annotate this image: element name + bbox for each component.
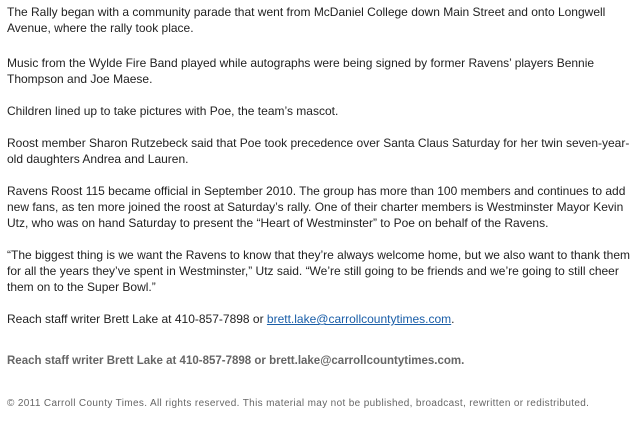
writer-email-link[interactable]: brett.lake@carrollcountytimes.com: [266, 312, 452, 326]
article-paragraph-5: Ravens Roost 115 became official in September 2010. The group has more than 100 members and continues to add new fans, as ten more joined the roost at Saturday’s rally. One of their charter members is Westminster Mayor Kevin Utz, who was on hand Saturday to present the “Heart of Westminster” to Poe on behalf of the Ravens.: [7, 184, 626, 230]
reach-writer-period: .: [451, 312, 455, 326]
article-paragraph-4: Roost member Sharon Rutzebeck said that Poe took precedence over Santa Claus Saturday for her twin seven-year-old daughters Andrea and Lauren.: [7, 136, 630, 166]
article-paragraph-2: Music from the Wylde Fire Band played while autographs were being signed by former Ravens’ players Bennie Thompson and Joe Maese.: [7, 56, 595, 86]
reach-writer-line: [7, 311, 631, 327]
copyright-notice: © 2011 Carroll County Times. All rights reserved. This material may not be published, broadcast, rewritten or redistributed.: [7, 398, 590, 409]
article-paragraph-1: The Rally began with a community parade that went from McDaniel College down Main Street and onto Longwell Avenue, where the rally took place.: [7, 5, 606, 35]
article-paragraph-6: “The biggest thing is we want the Ravens to know that they’re always welcome home, but we also want to thank them for all the years they’ve spent in Westminster,” Utz said. “We’re still going to be friends and we’re going to still cheer them on to the Super Bowl.”: [7, 248, 630, 294]
footer-byline: Reach staff writer Brett Lake at 410-857-7898 or brett.lake@carrollcountytimes.com.: [7, 355, 465, 367]
article-paragraph-3: Children lined up to take pictures with Poe, the team’s mascot.: [7, 104, 339, 118]
reach-writer-text: Reach staff writer Brett Lake at 410-857-7898 or: [7, 312, 267, 326]
